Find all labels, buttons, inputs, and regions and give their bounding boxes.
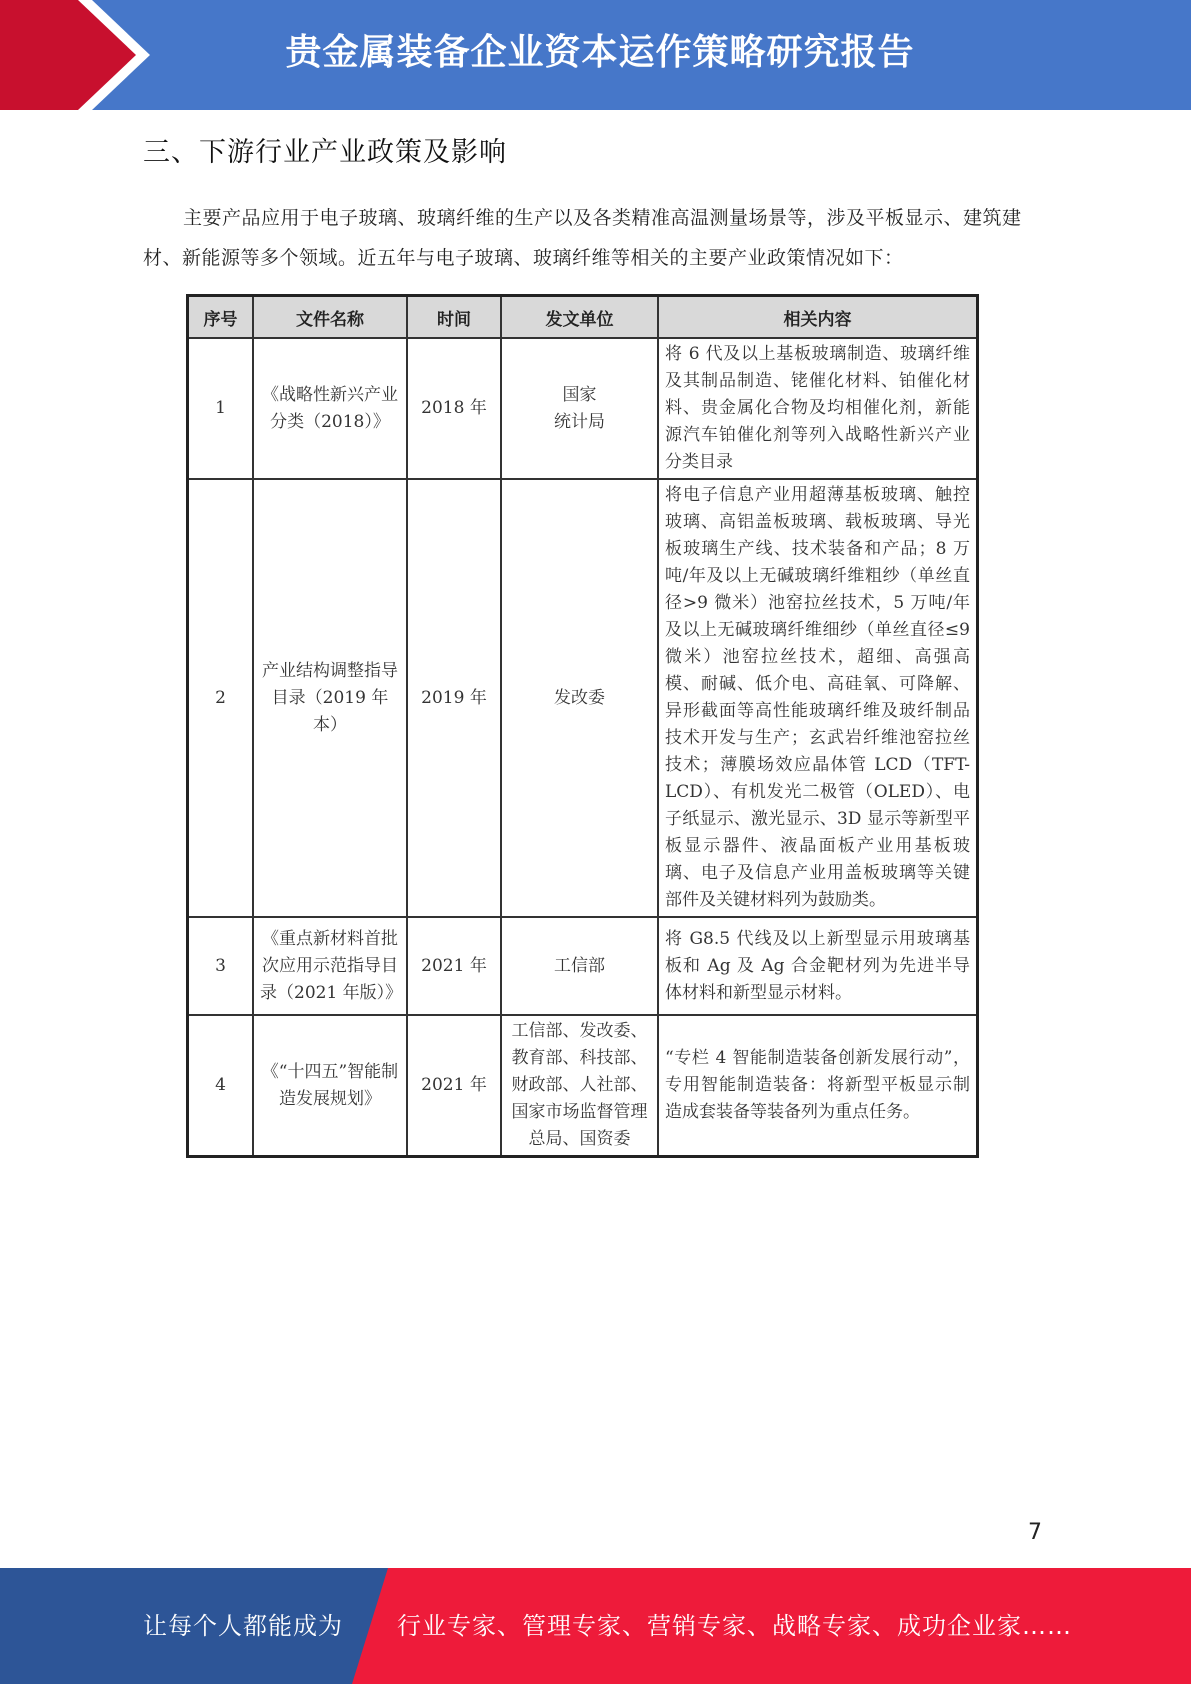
cell-content: 将电子信息产业用超薄基板玻璃、触控玻璃、高铝盖板玻璃、载板玻璃、导光板玻璃生产线、技术装备和产品；8 万吨/年及以上无碱玻璃纤维粗纱（单丝直径>9 微米）池窑拉丝技术，5 万吨/年及以上无碱玻璃纤维细纱（单丝直径≤9 微米）池窑拉丝技术，超细、高强高模、耐碱、低介电、高硅氧、可降解、异形截面等高性能玻璃纤维及玻纤制品技术开发与生产；玄武岩纤维池窑拉丝技术；薄膜场效应晶体管 LCD（TFT-LCD）、有机发光二极管（OLED）、电子纸显示、激光显示、3D 显示等新型平板显示器件、液晶面板产业用基板玻璃、电子及信息产业用盖板玻璃等关键部件及关键材料列为鼓励类。 bbox=[658, 479, 978, 917]
header-cell-issuer: 发文单位 bbox=[501, 296, 658, 339]
cell-time: 2021 年 bbox=[407, 917, 501, 1015]
cell-no: 4 bbox=[188, 1015, 254, 1157]
intro-paragraph: 主要产品应用于电子玻璃、玻璃纤维的生产以及各类精准高温测量场景等，涉及平板显示、建筑建材、新能源等多个领域。近五年与电子玻璃、玻璃纤维等相关的主要产业政策情况如下： bbox=[143, 207, 1022, 269]
footer-slogan-left: 让每个人都能成为 bbox=[143, 1612, 343, 1640]
cell-name: 《重点新材料首批次应用示范指导目录（2021 年版）》 bbox=[253, 917, 407, 1015]
header-cell-content: 相关内容 bbox=[658, 296, 978, 339]
header-cell-time: 时间 bbox=[407, 296, 501, 339]
cell-time: 2018 年 bbox=[407, 338, 501, 479]
cell-name: 产业结构调整指导目录（2019 年本） bbox=[253, 479, 407, 917]
cell-time: 2019 年 bbox=[407, 479, 501, 917]
cell-time: 2021 年 bbox=[407, 1015, 501, 1157]
cell-content: “专栏 4 智能制造装备创新发展行动”，专用智能制造装备：将新型平板显示制造成套装备等装备列为重点任务。 bbox=[658, 1015, 978, 1157]
cell-issuer: 国家 统计局 bbox=[501, 338, 658, 479]
cell-issuer: 发改委 bbox=[501, 479, 658, 917]
table-header-row bbox=[188, 296, 978, 339]
table-row bbox=[188, 917, 978, 1015]
header-cell-name: 文件名称 bbox=[253, 296, 407, 339]
cell-name: 《战略性新兴产业分类（2018）》 bbox=[253, 338, 407, 479]
footer-banner bbox=[0, 1568, 1191, 1684]
table-row bbox=[188, 1015, 978, 1157]
page-number: 7 bbox=[1028, 1520, 1042, 1545]
cell-content: 将 6 代及以上基板玻璃制造、玻璃纤维及其制品制造、铑催化材料、铂催化材料、贵金属化合物及均相催化剂，新能源汽车铂催化剂等列入战略性新兴产业分类目录 bbox=[658, 338, 978, 479]
report-title: 贵金属装备企业资本运作策略研究报告 bbox=[285, 32, 915, 73]
section-heading: 三、下游行业产业政策及影响 bbox=[143, 137, 507, 168]
table-row bbox=[188, 338, 978, 479]
policy-table bbox=[186, 294, 979, 1158]
cell-content: 将 G8.5 代线及以上新型显示用玻璃基板和 Ag 及 Ag 合金靶材列为先进半导体材料和新型显示材料。 bbox=[658, 917, 978, 1015]
cell-no: 1 bbox=[188, 338, 254, 479]
header-red-arrow-decoration bbox=[0, 0, 150, 110]
cell-issuer: 工信部、发改委、教育部、科技部、财政部、人社部、国家市场监督管理总局、国资委 bbox=[501, 1015, 658, 1157]
table-row bbox=[188, 479, 978, 917]
header-cell-no: 序号 bbox=[188, 296, 254, 339]
cell-no: 2 bbox=[188, 479, 254, 917]
header-banner bbox=[0, 0, 1191, 110]
cell-issuer: 工信部 bbox=[501, 917, 658, 1015]
footer-slogan-right: 行业专家、管理专家、营销专家、战略专家、成功企业家…… bbox=[397, 1612, 1072, 1640]
cell-name: 《“十四五”智能制造发展规划》 bbox=[253, 1015, 407, 1157]
cell-no: 3 bbox=[188, 917, 254, 1015]
